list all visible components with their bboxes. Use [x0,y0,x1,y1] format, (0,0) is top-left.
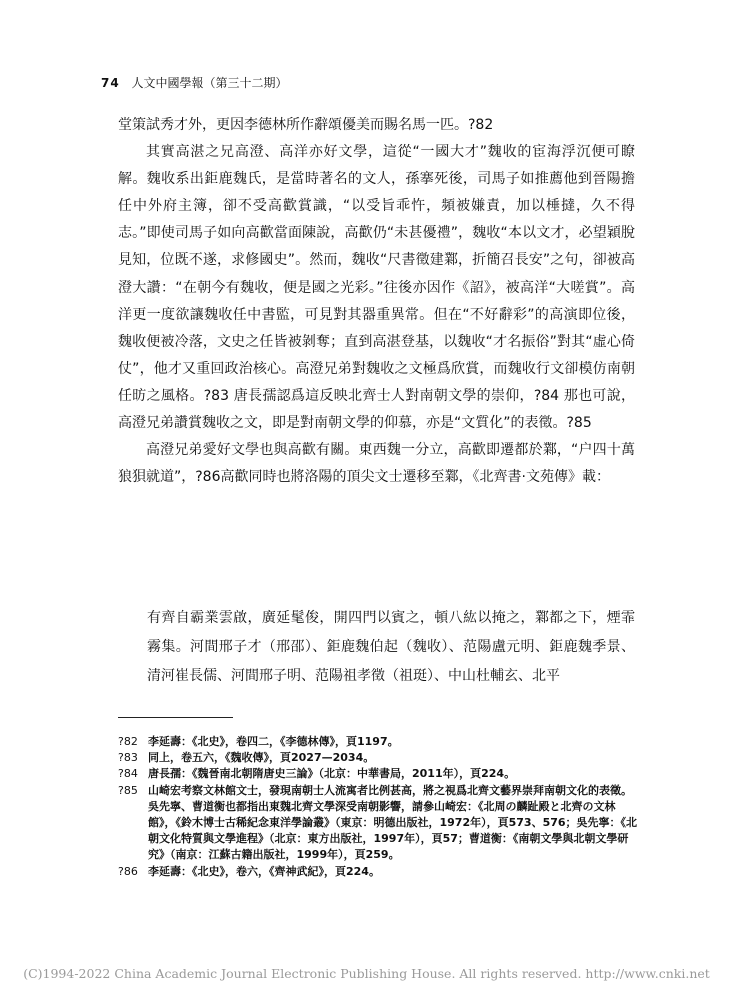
block-quote [147,604,635,691]
footnote-text: 同上，卷五六，《魏收傳》，頁2027—2034。 [148,751,375,765]
footnotes [118,734,638,880]
journal-title: 人文中國學報（第三十二期） [131,76,288,90]
footnote-text: 李延壽：《北史》，卷四二，《李德林傳》，頁1197。 [148,735,399,748]
footnote-mark: ?83 [118,751,138,765]
quote-text: 有齊自霸業雲啟，廣延髦俊，開四門以賓之，頓八紘以掩之，鄴都之下，煙霏霧集。河間邢子才（邢邵）、鉅鹿魏伯起（魏收）、范陽盧元明、鉅鹿魏季景、清河崔長儒、河間邢子明、范陽祖孝徵（祖珽）、中山杜輔玄、北平 [147,610,635,684]
footnote-item [118,864,638,880]
footnote-text: 山崎宏考察文林館文士，發現南朝士人流寓者比例甚高，將之視爲北齊文藝界崇拜南朝文化的表徵。吳先寧、曹道衡也都指出東魏北齊文學深受南朝影響，請參山崎宏：《北周の麟趾殿と北齊の文林館》，《鈴木博士古稀紀念東洋學論叢》（東京：明德出版社，1972年），頁573、576；吳先寧：《北朝文化特質與文學進程》（北京：東方出版社，1997年），頁57；曹道衡：《南朝文學與北朝文學研究》（南京：江蘇古籍出版社，1999年），頁259。 [148,783,638,862]
body-paragraph: 其實高湛之兄高澄、高洋亦好文學，這從“一國大才”魏收的宦海浮沉便可瞭解。魏收系出鉅鹿魏氏，是當時著名的文人，孫搴死後，司馬子如推薦他到晉陽擔任中外府主簿，卻不受高歡賞識，“以受旨乖忤，頻被嫌責，加以棰撻，久不得志。”即使司馬子如向高歡當面陳說，高歡仍“未甚優禮”，魏收“本以文才，必望穎脫見知，位既不遂，求修國史”。然而，魏收“尺書徵建鄴，折簡召長安”之句，卻被高澄大讚：“在朝今有魏收，便是國之光彩。”往後亦因作《詔》，被高洋“大嗟賞”。高洋更一度欲讓魏收任中書監，可見對其器重異常。但在“不好辭彩”的高演即位後，魏收便被冷落，文史之任皆被剝奪；直到高湛登基，以魏收“才名振俗”對其“虛心倚仗”，他才又重回政治核心。高澄兄弟對魏收之文極爲欣賞，而魏收行文卻模仿南朝任昉之風格。?83 唐長孺認爲這反映北齊士人對南朝文學的崇仰，?84 那也可說，高澄兄弟讚賞魏收之文，即是對南朝文學的仰慕，亦是“文質化”的表徵。?85 [118,144,635,432]
footnote-text: 李延壽：《北史》，卷六，《齊神武紀》，頁224。 [148,864,380,878]
page-number: 74 [101,76,120,90]
footnote-item [118,783,638,864]
footnote-mark: ?82 [118,735,138,748]
copyright-watermark: (C)1994-2022 China Academic Journal Electronic Publishing House. All rights reserved. http://www.cnki.net [23,966,710,981]
body-paragraph: 堂策試秀才外，更因李德林所作辭頌優美而賜名馬一匹。?82 [118,117,494,133]
footnote-item [118,766,638,782]
main-body [118,112,635,491]
footnote-mark: ?86 [118,864,138,878]
footnote-mark: ?85 [118,783,138,797]
footnote-mark: ?84 [118,767,138,781]
footnote-divider [118,717,233,718]
footnote-text: 唐長孺：《魏晉南北朝隋唐史三論》（北京：中華書局，2011年），頁224。 [148,767,516,781]
body-paragraph: 高澄兄弟愛好文學也與高歡有關。東西魏一分立，高歡即遷都於鄴，“户四十萬狼狽就道”，?86高歡同時也將洛陽的頂尖文士遷移至鄴，《北齊書·文苑傳》載： [118,442,635,486]
footnote-item [118,734,638,750]
footnote-item [118,750,638,766]
running-header [101,74,288,91]
